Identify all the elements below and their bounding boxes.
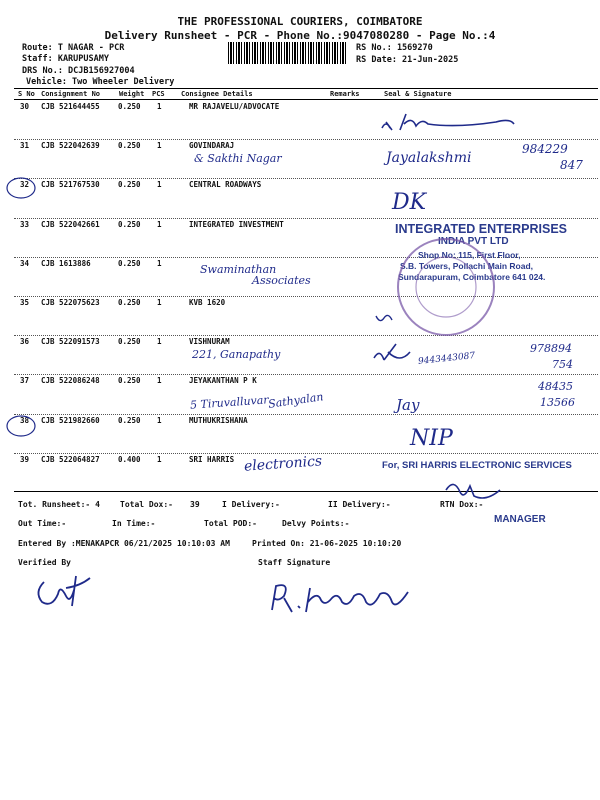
row-weight: 0.250: [118, 258, 141, 268]
total-pod: Total POD:-: [204, 519, 257, 528]
row-pcs: 1: [157, 141, 162, 151]
row-sno: 34: [20, 258, 30, 268]
row-sno: 37: [20, 376, 30, 386]
rs-number: RS No.: 1569270: [356, 43, 433, 53]
ii-delivery: II Delivery:-: [328, 500, 391, 509]
handwritten-consignee-34b: Associates: [252, 274, 311, 287]
row-sno: 32: [20, 180, 30, 190]
drs-number: DRS No.: DCJB156927004: [22, 66, 135, 76]
divider: [14, 491, 598, 492]
row-weight: 0.250: [118, 180, 141, 190]
row-pcs: 1: [157, 219, 162, 229]
vehicle-label: Vehicle: Two Wheeler Delivery: [26, 77, 175, 87]
row-consignment: CJB 521644455: [41, 102, 100, 111]
row-weight: 0.250: [118, 337, 141, 347]
row-weight: 0.250: [118, 415, 141, 425]
row-weight: 0.250: [118, 298, 141, 307]
signature-row-36: [370, 338, 420, 374]
row-consignee: VISHNURAM: [189, 337, 230, 347]
row-consignment: CJB 522064827: [41, 454, 100, 464]
row-sno: 39: [20, 454, 30, 464]
row-pcs: 1: [157, 454, 162, 464]
row-consignee: MUTHUKRISHANA: [189, 415, 248, 425]
row-consignment: CJB 521767530: [41, 180, 100, 190]
row-consignment: CJB 521982660: [41, 415, 100, 425]
staff-label: Staff: KARUPUSAMY: [22, 54, 109, 64]
row-pcs: 1: [157, 337, 162, 347]
handwritten-phone-36: 9443443087: [417, 351, 476, 367]
handwritten-phone-31: 984229: [522, 142, 568, 156]
row-weight: 0.250: [118, 219, 141, 229]
row-sno: 36: [20, 337, 30, 347]
circle-mark-38: [4, 413, 40, 439]
handwritten-address-37a: 5 Tiruvalluvar: [189, 393, 269, 412]
row-consignee: MR RAJAVELU/ADVOCATE: [189, 102, 280, 111]
handwritten-number-37a: 48435: [538, 380, 573, 393]
handwritten-note-38: NIP: [410, 426, 453, 451]
col-seal: Seal & Signature: [384, 90, 452, 98]
delvy-points: Delvy Points:-: [282, 519, 350, 528]
row-weight: 0.400: [118, 454, 141, 464]
out-time: Out Time:-: [18, 519, 67, 528]
row-pcs: 1: [157, 102, 162, 111]
signature-row-30: [376, 108, 526, 138]
row-consignment: CJB 522091573: [41, 337, 100, 347]
row-consignee: INTEGRATED INVESTMENT: [189, 219, 284, 229]
row-sno: 33: [20, 219, 30, 229]
row-sno: 38: [20, 415, 30, 425]
row-pcs: 1: [157, 376, 162, 386]
stamp-harris-role: MANAGER: [494, 514, 546, 525]
divider: [14, 88, 598, 89]
handwritten-consignee-39: electronics: [243, 453, 323, 475]
row-sno: 31: [20, 141, 30, 151]
row-consignee: JEYAKANTHAN P K: [189, 376, 257, 386]
col-pcs: PCS: [152, 90, 165, 98]
handwritten-address-37b: Sathyalan: [267, 390, 325, 411]
route-label: Route: T NAGAR - PCR: [22, 43, 125, 53]
company-title: THE PROFESSIONAL COURIERS, COIMBATORE: [177, 15, 423, 28]
row-sno: 30: [20, 102, 30, 111]
handwritten-phone-31b: 847: [560, 158, 583, 172]
row-weight: 0.250: [118, 376, 141, 386]
row-weight: 0.250: [118, 141, 141, 151]
handwritten-signature-31: Jayalakshmi: [386, 150, 472, 166]
row-pcs: 1: [157, 180, 162, 190]
divider: [14, 99, 598, 100]
staff-signature-label: Staff Signature: [258, 558, 331, 567]
handwritten-phone-36c: 754: [552, 358, 573, 371]
rs-date: RS Date: 21-Jun-2025: [356, 55, 459, 65]
handwritten-phone-36b: 978894: [530, 342, 572, 355]
stamp-integrated-name: INTEGRATED ENTERPRISES: [395, 222, 568, 236]
row-pcs: 1: [157, 298, 162, 307]
stamp-integrated-sub: INDIA PVT LTD: [438, 236, 509, 247]
row-weight: 0.250: [118, 102, 141, 111]
row-divider: [14, 178, 598, 179]
stamp-integrated-addr2: S.B. Towers, Pollachi Main Road,: [400, 261, 534, 271]
circle-mark-32: [4, 175, 40, 201]
col-consignment: Consignment No: [41, 90, 101, 98]
col-weight: Weight: [119, 90, 145, 98]
col-remarks: Remarks: [330, 90, 360, 98]
handwritten-address-31: & Sakthi Nagar: [194, 152, 282, 165]
row-consignment: CJB 1613886: [41, 258, 91, 268]
printed-on: Printed On: 21-06-2025 10:10:20: [252, 539, 402, 548]
handwritten-consignee-34a: Swaminathan: [200, 263, 277, 276]
stamp-integrated-addr3: Sundarapuram, Coimbatore 641 024.: [398, 272, 546, 282]
row-consignment: CJB 522086248: [41, 376, 100, 386]
tick-mark-35: [372, 308, 402, 328]
stamp-harris-name: For, SRI HARRIS ELECTRONIC SERVICES: [382, 460, 572, 471]
row-consignee: KVB 1620: [189, 298, 226, 307]
barcode: [228, 42, 348, 64]
row-consignment: CJB 522075623: [41, 298, 100, 307]
row-divider: [14, 218, 598, 219]
handwritten-number-37b: 13566: [540, 396, 575, 409]
row-consignee: GOVINDARAJ: [189, 141, 235, 151]
row-consignment: CJB 522042661: [41, 219, 100, 229]
row-consignment: CJB 522042639: [41, 141, 100, 151]
handwritten-signature-32: DK: [392, 190, 427, 215]
col-consignee: Consignee Details: [181, 90, 253, 98]
row-divider: [14, 414, 598, 415]
verified-signature: [30, 568, 100, 614]
stamp-integrated-addr1: Shop No: 115, First Floor,: [418, 250, 521, 260]
tot-runsheet: Tot. Runsheet:- 4: [18, 500, 100, 509]
handwritten-signature-37: Jay: [396, 396, 420, 414]
row-pcs: 1: [157, 415, 162, 425]
row-consignee: SRI HARRIS: [189, 454, 235, 464]
total-dox-value: 39: [190, 500, 200, 509]
in-time: In Time:-: [112, 519, 156, 528]
i-delivery: I Delivery:-: [222, 500, 280, 509]
total-dox-label: Total Dox:-: [120, 500, 173, 509]
staff-signature: [262, 576, 422, 622]
row-sno: 35: [20, 298, 30, 307]
rtn-dox: RTN Dox:-: [440, 500, 484, 509]
row-consignee: CENTRAL ROADWAYS: [189, 180, 262, 190]
row-pcs: 1: [157, 258, 162, 268]
row-divider: [14, 139, 598, 140]
runsheet-subtitle: Delivery Runsheet - PCR - Phone No.:9047080280 - Page No.:4: [104, 29, 496, 42]
row-divider: [14, 374, 598, 375]
verified-by: Verified By: [18, 558, 71, 567]
entered-by: Entered By :MENAKAPCR 06/21/2025 10:10:03 AM: [18, 539, 230, 548]
col-sno: S No: [18, 90, 35, 98]
handwritten-address-36: 221, Ganapathy: [192, 348, 281, 361]
